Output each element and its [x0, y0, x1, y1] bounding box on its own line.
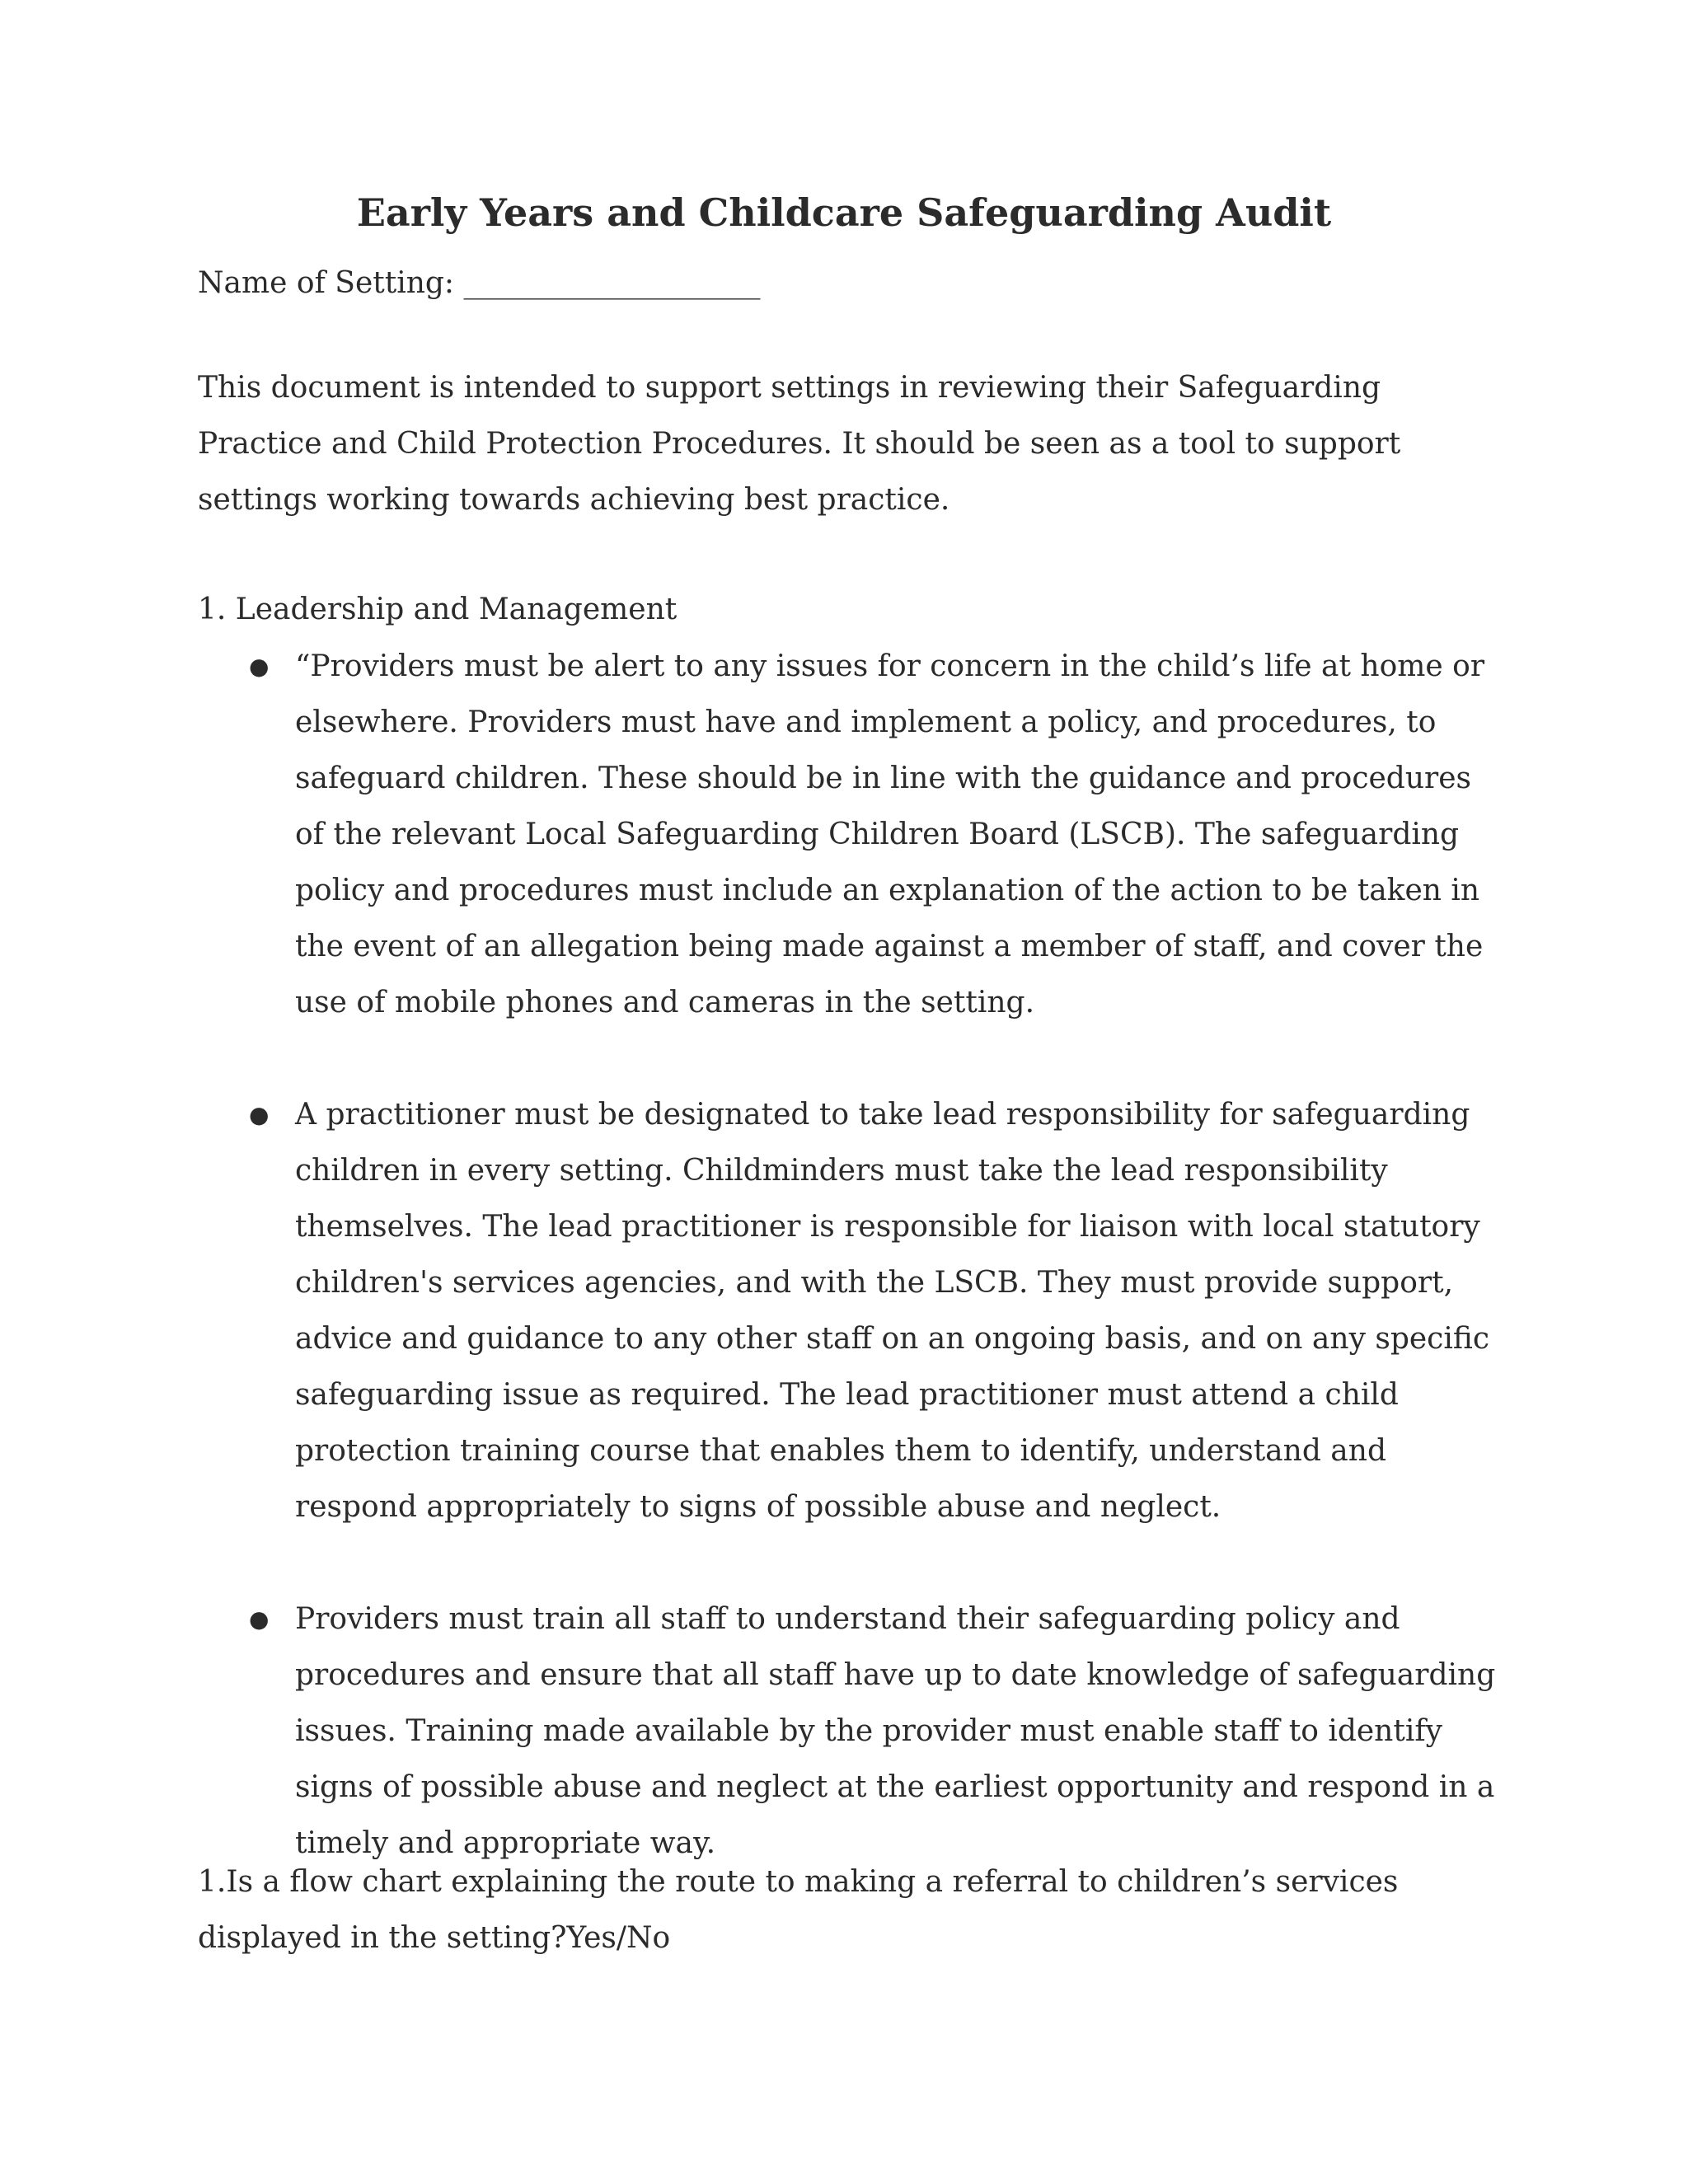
bullet-item-policy — [198, 639, 1500, 1031]
bullet-list — [198, 639, 1500, 1872]
bullet-item-staff-training — [198, 1591, 1500, 1872]
bullet-text: A practitioner must be designated to take lead responsibility for safeguarding children in every setting. Childminders must take the lead responsibility themselves. The lead practitioner is responsible for liaison with local statutory children's services agencies, and with the LSCB. They must provide support, advice and guidance to any other staff on an ongoing basis, and on any specific safeguarding issue as required. The lead practitioner must attend a child protection training course that enables them to identify, understand and respond appropriately to signs of possible abuse and neglect. — [295, 1098, 1490, 1524]
name-of-setting-field: Name of Setting: ____________________ — [198, 266, 761, 300]
section-heading-leadership: 1. Leadership and Management — [198, 593, 678, 626]
audit-question-1: 1.Is a flow chart explaining the route to making a referral to children’s services displayed in the setting?Yes/No — [198, 1865, 1399, 1955]
bullet-icon: ● — [249, 1605, 270, 1633]
bullet-text: “Providers must be alert to any issues for concern in the child’s life at home or elsewhere. Providers must have and implement a policy, and procedures, to safeguard children. These should be in line with the guidance and procedures of the relevant Local Safeguarding Children Board (LSCB). The safeguarding policy and procedures must include an explanation of the action to be taken in the event of an allegation being made against a member of staff, and cover the use of mobile phones and cameras in the setting. — [295, 649, 1485, 1019]
bullet-icon: ● — [249, 653, 270, 680]
bullet-item-lead-practitioner — [198, 1087, 1500, 1535]
bullet-icon: ● — [249, 1101, 270, 1128]
document-title: Early Years and Childcare Safeguarding Audit — [356, 190, 1332, 235]
intro-paragraph: This document is intended to support settings in reviewing their Safeguarding Practice and Child Protection Procedures. It should be seen as a tool to support settings working towards achieving best practice. — [198, 371, 1401, 517]
bullet-text: Providers must train all staff to understand their safeguarding policy and procedures and ensure that all staff have up to date knowledge of safeguarding issues. Training made available by the provider must enable staff to identify signs of possible abuse and neglect at the earliest opportunity and respond in a timely and appropriate way. — [295, 1602, 1496, 1860]
